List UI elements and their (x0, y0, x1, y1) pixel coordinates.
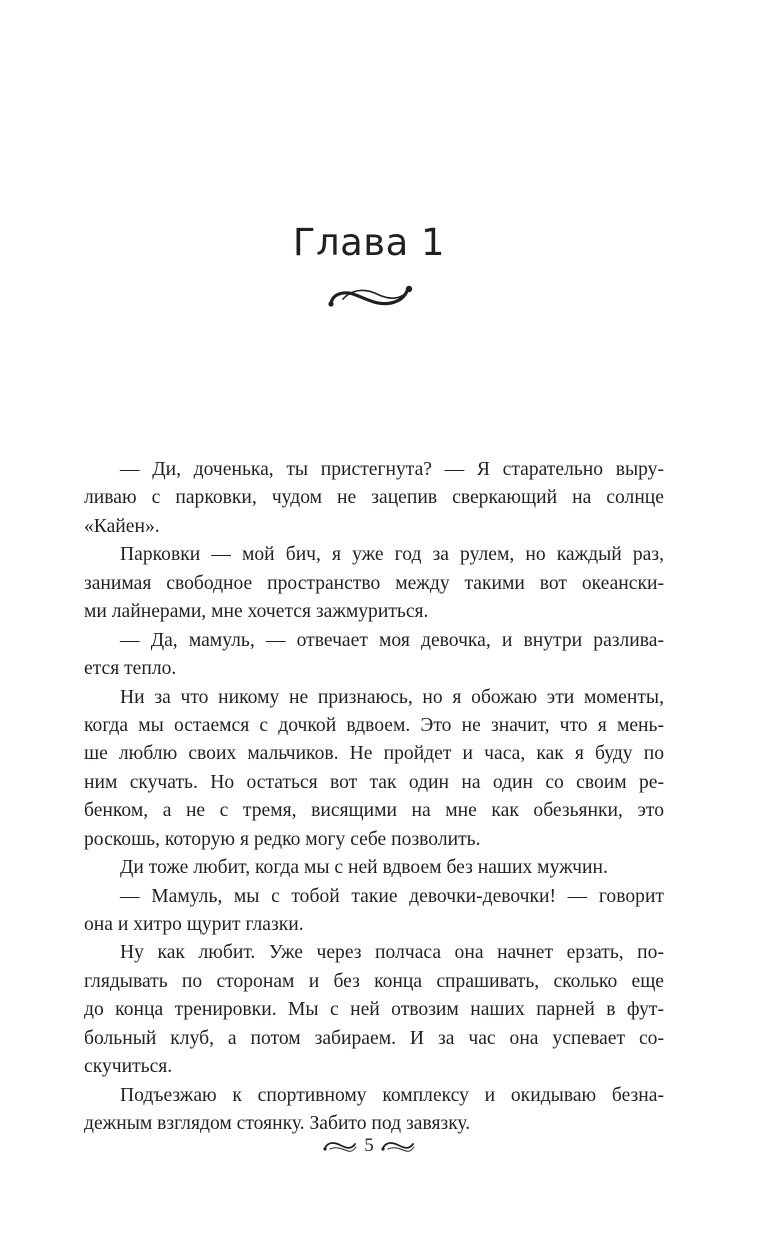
text-line: скучиться. (84, 1056, 173, 1078)
text-line: ми лайнерами, мне хочется зажмуриться. (84, 601, 429, 623)
chapter-body-text (84, 456, 664, 1139)
page-number: 5 (364, 1135, 374, 1156)
text-line: ним скучать. Но остаться вот так один на один со своим ре- (84, 771, 664, 793)
text-line: Парковки — мой бич, я уже год за рулем, но каждый раз, (120, 544, 664, 566)
text-line: Ну как любит. Уже через полчаса она начнет ерзать, по- (120, 942, 664, 964)
text-line: больный клуб, а потом забираем. И за час она успевает со- (84, 1027, 664, 1049)
text-line: занимая свободное пространство между такими вот океански- (84, 572, 664, 594)
text-line: когда мы остаемся с дочкой вдвоем. Это не значит, что я мень- (84, 714, 664, 736)
text-line: «Кайен». (84, 515, 160, 537)
text-line: дежным взглядом стоянку. Забито под завязку. (84, 1113, 471, 1135)
text-line: она и хитро щурит глазки. (84, 914, 304, 935)
text-line: — Да, мамуль, — отвечает моя девочка, и внутри разлива- (120, 629, 664, 651)
swash-right-icon (380, 1138, 416, 1154)
text-line: ливаю с парковки, чудом не зацепив сверкающий на солнце (84, 487, 664, 509)
swash-left-icon (322, 1138, 358, 1154)
flourish-divider-icon (325, 279, 415, 311)
text-line: Ди тоже любит, когда мы с ней вдвоем без наших мужчин. (120, 857, 608, 879)
text-line: Ни за что никому не признаюсь, но я обожаю эти моменты, (120, 686, 664, 708)
text-line: — Ди, доченька, ты пристегнута? — Я старательно выру- (120, 459, 664, 480)
text-line: бенком, а не с тремя, висящими на мне как обезьянки, это (84, 800, 664, 822)
text-line: ше люблю своих мальчиков. Не пройдет и часа, как я буду по (84, 743, 664, 765)
text-line: роскошь, которую я редко могу себе позволить. (84, 828, 481, 850)
chapter-title: Глава 1 (292, 221, 446, 264)
text-line: — Мамуль, мы с тобой такие девочки-девочки! — говорит (120, 885, 664, 907)
text-line: Подъезжаю к спортивному комплексу и окидываю безна- (120, 1084, 664, 1106)
text-line: ется тепло. (84, 658, 177, 680)
text-line: до конца тренировки. Мы с ней отвозим наших парней в фут- (84, 999, 664, 1021)
text-line: глядывать по сторонам и без конца спрашивать, сколько еще (84, 970, 664, 992)
page-footer (0, 1135, 738, 1157)
